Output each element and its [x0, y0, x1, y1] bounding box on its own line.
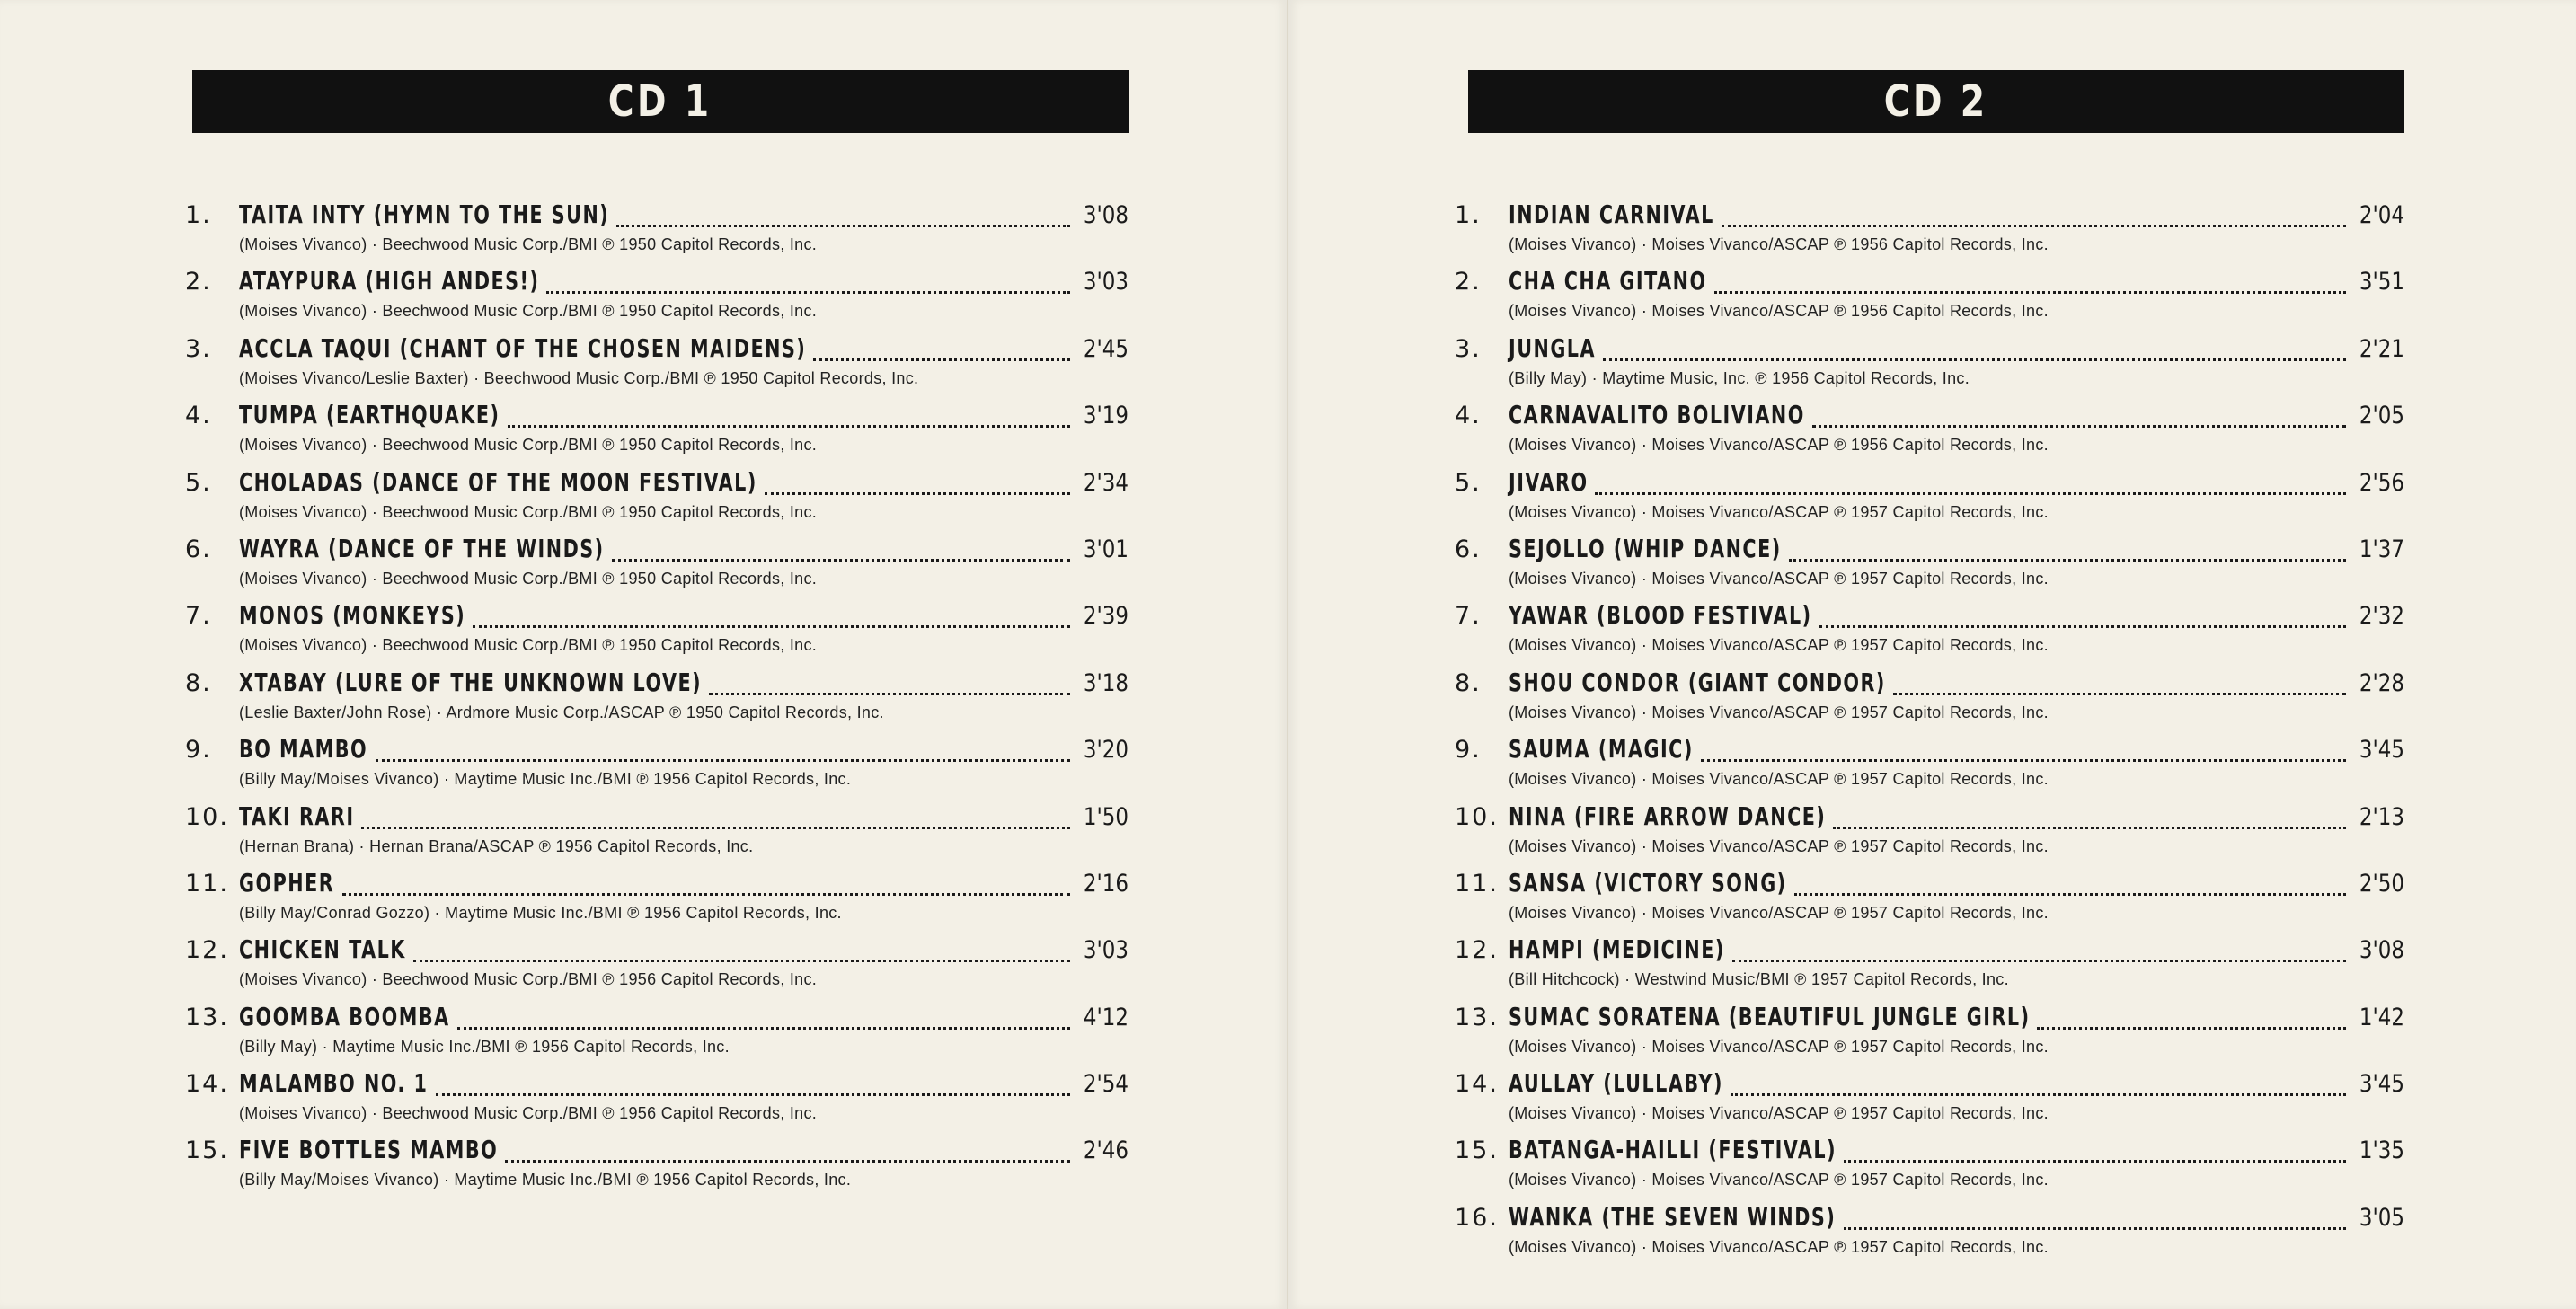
cd1-header-banner [192, 70, 1129, 133]
track-title: SHOU CONDOR (GIANT CONDOR) [1509, 667, 1886, 697]
dot-leader [1603, 357, 2346, 361]
track-duration: 2'45 [1083, 334, 1129, 363]
track-duration: 3'45 [2359, 736, 2404, 765]
track-title: CHOLADAS (DANCE OF THE MOON FESTIVAL) [239, 466, 757, 497]
track-duration: 3'19 [1083, 402, 1129, 430]
track-row [185, 868, 1129, 934]
track-credit: (Moises Vivanco) · Moises Vivanco/ASCAP ℗ 1957 Capitol Records, Inc. [1509, 1037, 2049, 1056]
track-title: FIVE BOTTLES MAMBO [239, 1135, 499, 1165]
track-number: 12. [1455, 936, 1499, 965]
track-row [185, 400, 1129, 466]
dot-leader [413, 958, 1070, 962]
track-duration: 1'42 [2359, 1003, 2404, 1031]
track-title: HAMPI (MEDICINE) [1509, 934, 1725, 965]
track-title-line [185, 868, 1129, 904]
track-credit: (Billy May) · Maytime Music, Inc. ℗ 1956 Capitol Records, Inc. [1509, 368, 1970, 387]
track-row [1455, 1002, 2404, 1068]
cd2-header-banner [1468, 70, 2404, 133]
track-title-line [185, 934, 1129, 970]
track-row [185, 734, 1129, 800]
track-title-line [185, 734, 1129, 770]
dot-leader [457, 1025, 1070, 1030]
track-row [1455, 1202, 2404, 1269]
track-number: 8. [1455, 668, 1482, 697]
track-duration: 4'12 [1083, 1003, 1129, 1031]
track-title: BO MAMBO [239, 734, 368, 765]
track-title: MALAMBO NO. 1 [239, 1068, 429, 1099]
track-row [1455, 734, 2404, 800]
track-number: 2. [185, 268, 212, 296]
track-number: 9. [185, 736, 212, 765]
track-row [1455, 266, 2404, 332]
track-credit: (Moises Vivanco) · Moises Vivanco/ASCAP ℗ 1956 Capitol Records, Inc. [1509, 436, 2049, 455]
track-number: 5. [185, 468, 212, 497]
track-number: 11. [1455, 869, 1499, 898]
track-title-line [185, 1135, 1129, 1171]
dot-leader [813, 357, 1070, 361]
track-row [1455, 1068, 2404, 1135]
track-row [1455, 333, 2404, 400]
dot-leader [1812, 423, 2346, 428]
track-duration: 1'35 [2359, 1137, 2404, 1165]
cd2-header-label: CD 2 [1884, 76, 1988, 127]
track-row [185, 1002, 1129, 1068]
track-number: 14. [1455, 1070, 1499, 1099]
dot-leader [616, 223, 1070, 227]
track-duration: 3'03 [1083, 268, 1129, 296]
track-title-line [1455, 1135, 2404, 1171]
dot-leader [1732, 958, 2346, 962]
track-row [185, 534, 1129, 600]
track-number: 1. [185, 201, 212, 229]
track-title: MONOS (MONKEYS) [239, 600, 466, 631]
track-credit: (Moises Vivanco) · Moises Vivanco/ASCAP ℗ 1957 Capitol Records, Inc. [1509, 1237, 2049, 1256]
track-title: GOOMBA BOOMBA [239, 1001, 450, 1031]
track-title-line [1455, 934, 2404, 970]
track-number: 4. [185, 402, 212, 430]
track-title-line [1455, 266, 2404, 302]
track-title: TAITA INTY (HYMN TO THE SUN) [239, 199, 610, 229]
dot-leader [2037, 1025, 2346, 1030]
track-credit: (Moises Vivanco) · Beechwood Music Corp./BMI ℗ 1950 Capitol Records, Inc. [239, 502, 818, 521]
track-credit: (Moises Vivanco) · Beechwood Music Corp./BMI ℗ 1950 Capitol Records, Inc. [239, 302, 818, 321]
track-title-line [1455, 600, 2404, 636]
track-credit: (Moises Vivanco) · Moises Vivanco/ASCAP ℗ 1957 Capitol Records, Inc. [1509, 569, 2049, 588]
track-row [1455, 1135, 2404, 1201]
track-duration: 2'39 [1083, 602, 1129, 631]
track-row [185, 1068, 1129, 1135]
track-row [1455, 400, 2404, 466]
track-credit: (Moises Vivanco) · Moises Vivanco/ASCAP ℗ 1957 Capitol Records, Inc. [1509, 836, 2049, 855]
dot-leader [1731, 1092, 2346, 1096]
track-title-line [185, 668, 1129, 703]
track-title: YAWAR (BLOOD FESTIVAL) [1509, 600, 1812, 631]
track-title-line [1455, 734, 2404, 770]
track-title: WANKA (THE SEVEN WINDS) [1509, 1201, 1837, 1232]
track-title: JIVARO [1509, 466, 1589, 497]
track-credit: (Bill Hitchcock) · Westwind Music/BMI ℗ 1957 Capitol Records, Inc. [1509, 970, 2009, 989]
track-row [185, 1135, 1129, 1201]
track-title: CHA CHA GITANO [1509, 266, 1707, 296]
track-title-line [185, 534, 1129, 570]
track-title-line [185, 1002, 1129, 1038]
track-duration: 2'34 [1083, 468, 1129, 497]
track-row [185, 333, 1129, 400]
dot-leader [1819, 624, 2346, 628]
track-title-line [185, 266, 1129, 302]
track-title-line [1455, 1002, 2404, 1038]
track-row [185, 600, 1129, 667]
dot-leader [342, 891, 1070, 896]
track-number: 5. [1455, 468, 1482, 497]
track-number: 3. [185, 334, 212, 363]
track-duration: 2'28 [2359, 668, 2404, 697]
track-credit: (Moises Vivanco) · Moises Vivanco/ASCAP ℗ 1957 Capitol Records, Inc. [1509, 903, 2049, 922]
track-credit: (Moises Vivanco) · Beechwood Music Corp./BMI ℗ 1950 Capitol Records, Inc. [239, 436, 818, 455]
track-duration: 1'50 [1083, 802, 1129, 831]
track-credit: (Moises Vivanco) · Moises Vivanco/ASCAP ℗ 1956 Capitol Records, Inc. [1509, 235, 2049, 253]
track-row [185, 801, 1129, 868]
track-title-line [1455, 868, 2404, 904]
track-duration: 3'08 [2359, 936, 2404, 965]
dot-leader [1833, 825, 2346, 829]
track-number: 15. [1455, 1137, 1499, 1165]
dot-leader [1789, 557, 2346, 562]
dot-leader [546, 289, 1070, 294]
track-title: TUMPA (EARTHQUAKE) [239, 400, 500, 430]
track-title-line [185, 333, 1129, 369]
track-title: TAKI RARI [239, 800, 355, 831]
track-title-line [1455, 1202, 2404, 1238]
track-credit: (Moises Vivanco) · Moises Vivanco/ASCAP ℗ 1957 Capitol Records, Inc. [1509, 502, 2049, 521]
booklet-right-page [1288, 0, 2576, 1309]
track-credit: (Moises Vivanco) · Beechwood Music Corp./BMI ℗ 1950 Capitol Records, Inc. [239, 569, 818, 588]
track-number: 13. [1455, 1003, 1499, 1031]
track-title-line [1455, 467, 2404, 503]
track-row [1455, 934, 2404, 1001]
dot-leader [1714, 289, 2346, 294]
dot-leader [1722, 223, 2346, 227]
dot-leader [508, 423, 1070, 428]
cd1-track-list [185, 199, 1129, 1202]
track-title: GOPHER [239, 867, 335, 898]
track-duration: 2'13 [2359, 802, 2404, 831]
track-title: AULLAY (LULLABY) [1509, 1068, 1723, 1099]
dot-leader [1844, 1225, 2346, 1230]
track-title: JUNGLA [1509, 332, 1597, 363]
track-credit: (Hernan Brana) · Hernan Brana/ASCAP ℗ 1956 Capitol Records, Inc. [239, 836, 754, 855]
track-title-line [185, 600, 1129, 636]
track-number: 13. [185, 1003, 229, 1031]
dot-leader [709, 691, 1070, 695]
track-number: 7. [1455, 602, 1482, 631]
dot-leader [612, 557, 1070, 562]
track-title-line [185, 1068, 1129, 1104]
track-row [185, 467, 1129, 534]
track-title: INDIAN CARNIVAL [1509, 199, 1714, 229]
track-title-line [1455, 668, 2404, 703]
track-duration: 3'51 [2359, 268, 2404, 296]
track-number: 2. [1455, 268, 1482, 296]
track-title-line [1455, 801, 2404, 837]
dot-leader [1893, 691, 2346, 695]
track-duration: 2'50 [2359, 869, 2404, 898]
track-duration: 1'37 [2359, 535, 2404, 563]
track-title: CHICKEN TALK [239, 934, 406, 965]
track-credit: (Moises Vivanco/Leslie Baxter) · Beechwood Music Corp./BMI ℗ 1950 Capitol Records, Inc. [239, 368, 919, 387]
track-number: 15. [185, 1137, 229, 1165]
track-duration: 2'05 [2359, 402, 2404, 430]
track-number: 14. [185, 1070, 229, 1099]
track-row [185, 266, 1129, 332]
track-row [1455, 199, 2404, 266]
track-duration: 2'21 [2359, 334, 2404, 363]
track-title-line [185, 199, 1129, 235]
track-number: 7. [185, 602, 212, 631]
track-title-line [185, 801, 1129, 837]
track-number: 8. [185, 668, 212, 697]
track-row [185, 199, 1129, 266]
track-credit: (Moises Vivanco) · Beechwood Music Corp./BMI ℗ 1956 Capitol Records, Inc. [239, 1104, 818, 1123]
dot-leader [436, 1092, 1070, 1096]
track-duration: 2'32 [2359, 602, 2404, 631]
track-number: 3. [1455, 334, 1482, 363]
track-number: 10. [185, 802, 229, 831]
track-credit: (Moises Vivanco) · Moises Vivanco/ASCAP ℗ 1957 Capitol Records, Inc. [1509, 703, 2049, 721]
track-row [1455, 600, 2404, 667]
track-duration: 2'56 [2359, 468, 2404, 497]
track-number: 6. [1455, 535, 1482, 563]
track-title: XTABAY (LURE OF THE UNKNOWN LOVE) [239, 667, 703, 697]
track-title-line [1455, 400, 2404, 436]
track-title: SEJOLLO (WHIP DANCE) [1509, 533, 1782, 563]
track-number: 11. [185, 869, 229, 898]
dot-leader [1844, 1158, 2346, 1163]
track-row [1455, 534, 2404, 600]
dot-leader [1595, 491, 2346, 495]
track-duration: 2'46 [1083, 1137, 1129, 1165]
dot-leader [473, 624, 1070, 628]
track-duration: 3'20 [1083, 736, 1129, 765]
track-title: SANSA (VICTORY SONG) [1509, 867, 1787, 898]
track-credit: (Billy May/Conrad Gozzo) · Maytime Music Inc./BMI ℗ 1956 Capitol Records, Inc. [239, 903, 842, 922]
track-title-line [185, 400, 1129, 436]
dot-leader [1794, 891, 2346, 896]
track-title: SAUMA (MAGIC) [1509, 734, 1694, 765]
track-row [185, 668, 1129, 734]
track-duration: 2'54 [1083, 1070, 1129, 1099]
track-title: WAYRA (DANCE OF THE WINDS) [239, 533, 605, 563]
dot-leader [361, 825, 1070, 829]
track-title: ACCLA TAQUI (CHANT OF THE CHOSEN MAIDENS) [239, 332, 807, 363]
track-title-line [1455, 534, 2404, 570]
track-credit: (Moises Vivanco) · Beechwood Music Corp./BMI ℗ 1956 Capitol Records, Inc. [239, 970, 818, 989]
track-row [1455, 801, 2404, 868]
track-title-line [1455, 199, 2404, 235]
track-duration: 3'45 [2359, 1070, 2404, 1099]
dot-leader [505, 1158, 1070, 1163]
track-credit: (Leslie Baxter/John Rose) · Ardmore Music Corp./ASCAP ℗ 1950 Capitol Records, Inc. [239, 703, 884, 721]
dot-leader [765, 491, 1070, 495]
track-duration: 2'16 [1083, 869, 1129, 898]
track-credit: (Billy May/Moises Vivanco) · Maytime Music Inc./BMI ℗ 1956 Capitol Records, Inc. [239, 1171, 852, 1190]
track-duration: 3'18 [1083, 668, 1129, 697]
track-row [1455, 668, 2404, 734]
track-duration: 3'03 [1083, 936, 1129, 965]
track-duration: 3'01 [1083, 535, 1129, 563]
track-duration: 3'05 [2359, 1203, 2404, 1232]
track-title: CARNAVALITO BOLIVIANO [1509, 400, 1805, 430]
track-number: 12. [185, 936, 229, 965]
track-credit: (Moises Vivanco) · Moises Vivanco/ASCAP ℗ 1957 Capitol Records, Inc. [1509, 1171, 2049, 1190]
track-number: 4. [1455, 402, 1482, 430]
dot-leader [376, 757, 1070, 762]
track-credit: (Billy May/Moises Vivanco) · Maytime Music Inc./BMI ℗ 1956 Capitol Records, Inc. [239, 770, 852, 789]
track-number: 1. [1455, 201, 1482, 229]
cd2-track-list [1455, 199, 2404, 1269]
cd1-header-label: CD 1 [608, 76, 713, 127]
track-credit: (Billy May) · Maytime Music Inc./BMI ℗ 1956 Capitol Records, Inc. [239, 1037, 730, 1056]
track-credit: (Moises Vivanco) · Beechwood Music Corp./BMI ℗ 1950 Capitol Records, Inc. [239, 636, 818, 655]
track-credit: (Moises Vivanco) · Moises Vivanco/ASCAP ℗ 1957 Capitol Records, Inc. [1509, 636, 2049, 655]
track-title-line [1455, 1068, 2404, 1104]
track-duration: 2'04 [2359, 201, 2404, 229]
track-row [1455, 868, 2404, 934]
track-title: SUMAC SORATENA (BEAUTIFUL JUNGLE GIRL) [1509, 1001, 2031, 1031]
track-title: NINA (FIRE ARROW DANCE) [1509, 800, 1827, 831]
track-row [185, 934, 1129, 1001]
track-credit: (Moises Vivanco) · Beechwood Music Corp./BMI ℗ 1950 Capitol Records, Inc. [239, 235, 818, 253]
track-number: 9. [1455, 736, 1482, 765]
dot-leader [1701, 757, 2346, 762]
track-duration: 3'08 [1083, 201, 1129, 229]
track-title: ATAYPURA (HIGH ANDES!) [239, 266, 540, 296]
track-title-line [185, 467, 1129, 503]
track-credit: (Moises Vivanco) · Moises Vivanco/ASCAP ℗ 1956 Capitol Records, Inc. [1509, 302, 2049, 321]
track-credit: (Moises Vivanco) · Moises Vivanco/ASCAP ℗ 1957 Capitol Records, Inc. [1509, 1104, 2049, 1123]
track-number: 6. [185, 535, 212, 563]
track-number: 16. [1455, 1203, 1499, 1232]
track-title-line [1455, 333, 2404, 369]
track-number: 10. [1455, 802, 1499, 831]
track-credit: (Moises Vivanco) · Moises Vivanco/ASCAP ℗ 1957 Capitol Records, Inc. [1509, 770, 2049, 789]
track-title: BATANGA-HAILLI (FESTIVAL) [1509, 1135, 1837, 1165]
track-row [1455, 467, 2404, 534]
